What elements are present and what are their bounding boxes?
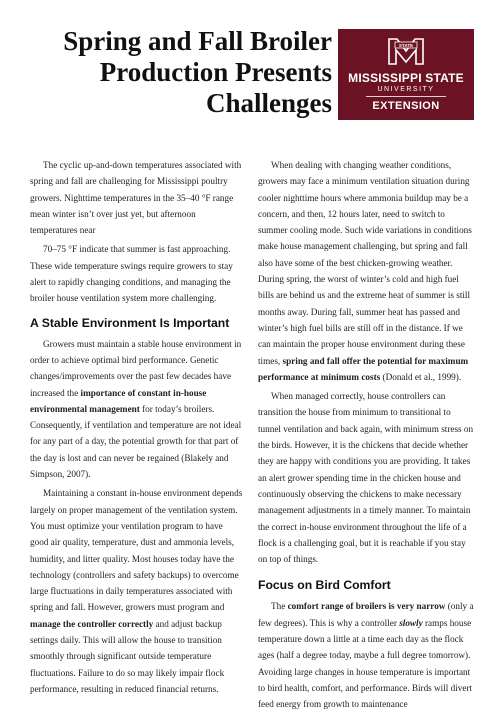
title-line-2: Production Presents <box>99 57 332 87</box>
stable-environment-paragraph-1: Growers must maintain a stable house environment in order to achieve optimal bird performance. Genetic changes/improvements over the past few decades have increased the importance of constant in-house environmental management for today’s broilers. Consequently, if ventilation and temperature are not ideal for any part of a day, the potential growth for that part of the day is lost and can never be regained (Blakely and Simpson, 2007). <box>30 338 242 480</box>
logo-university: UNIVERSITY <box>377 86 435 93</box>
controllers-paragraph: When managed correctly, house controllers can transition the house from minimum to transitional to tunnel ventilation and back again, with minimum stress on the birds. However, it is the chickens that decide whether they are happy with conditions you are providing. It takes an alert grower spending time in the chicken house and continuously observing the chickens to make necessary management adjustments in a timely manner. To maintain the correct in-house environment throughout the life of a flock is a challenging goal, but it is reachable if you stay on top of things. <box>258 391 474 565</box>
logo-divider <box>366 96 446 97</box>
intro-paragraph-1: The cyclic up-and-down temperatures associated with spring and fall are challenging for Mississippi poultry growers. Nighttime temperatures in the 35–40 °F range mean winter isn’t over just yet, but afternoon temperatures near <box>30 160 242 236</box>
logo-name: MISSISSIPPI STATE <box>348 71 464 85</box>
section-heading-bird-comfort: Focus on Bird Comfort <box>258 578 391 593</box>
stable-environment-paragraph-2: Maintaining a constant in-house environment depends largely on proper management of the ventilation system. You must optimize your ventilation program to have good air quality, temperature, dust and ammonia levels, humidity, and litter quality. Most houses today have the technology (controllers and safety backups) to overcome large fluctuations in daily temperatures associated with spring and fall. However, growers must program and manage the controller correctly and adjust backup settings daily. This will allow the house to transition smoothly through significant outside temperature fluctuations. Failure to do so may likely impair flock performance, resulting in reduced financial returns. <box>30 488 243 694</box>
intro-paragraph-2: 70–75 °F indicate that summer is fast approaching. These wide temperature swings require growers to stay alert to rapidly changing conditions, and managing the broiler house ventilation system more challenging. <box>30 244 233 304</box>
msu-extension-logo <box>338 29 474 120</box>
title-line-3: Challenges <box>205 88 332 118</box>
right-column <box>258 157 474 716</box>
weather-paragraph: When dealing with changing weather conditions, growers may face a minimum ventilation situation during cooler nighttime hours where ammonia buildup may be a concern, and then, 12 hours later, need to switch to summer cooling mode. Such wide variations in conditions make house management challenging, but spring and fall also have some of the best chicken-growing weather. During spring, the worst of winter’s cold and high fuel bills are behind us and the extreme heat of summer is still months away. During fall, summer heat has passed and winter’s high fuel bills are still off in the distance. If we can maintain the proper house environment during these times, spring and fall offer the potential for maximum performance at minimum costs (Donald et al., 1999). <box>258 160 472 382</box>
msu-m-badge-icon <box>388 36 424 66</box>
left-column <box>30 157 243 700</box>
logo-extension: EXTENSION <box>372 100 440 112</box>
document-title <box>40 26 332 119</box>
title-line-1: Spring and Fall Broiler <box>63 26 332 56</box>
section-heading-stable-environment: A Stable Environment Is Important <box>30 315 230 330</box>
logo-badge-text: STATE <box>398 42 414 48</box>
bird-comfort-paragraph: The comfort range of broilers is very narrow (only a few degrees). This is why a controller slowly ramps house temperature down a little at a time each day as the flock ages (half a degree today, maybe a full degree tomorrow). Avoiding large changes in house temperature is important to bird health, comfort, and performance. Birds will divert feed energy from growth to maintenance <box>258 601 474 710</box>
